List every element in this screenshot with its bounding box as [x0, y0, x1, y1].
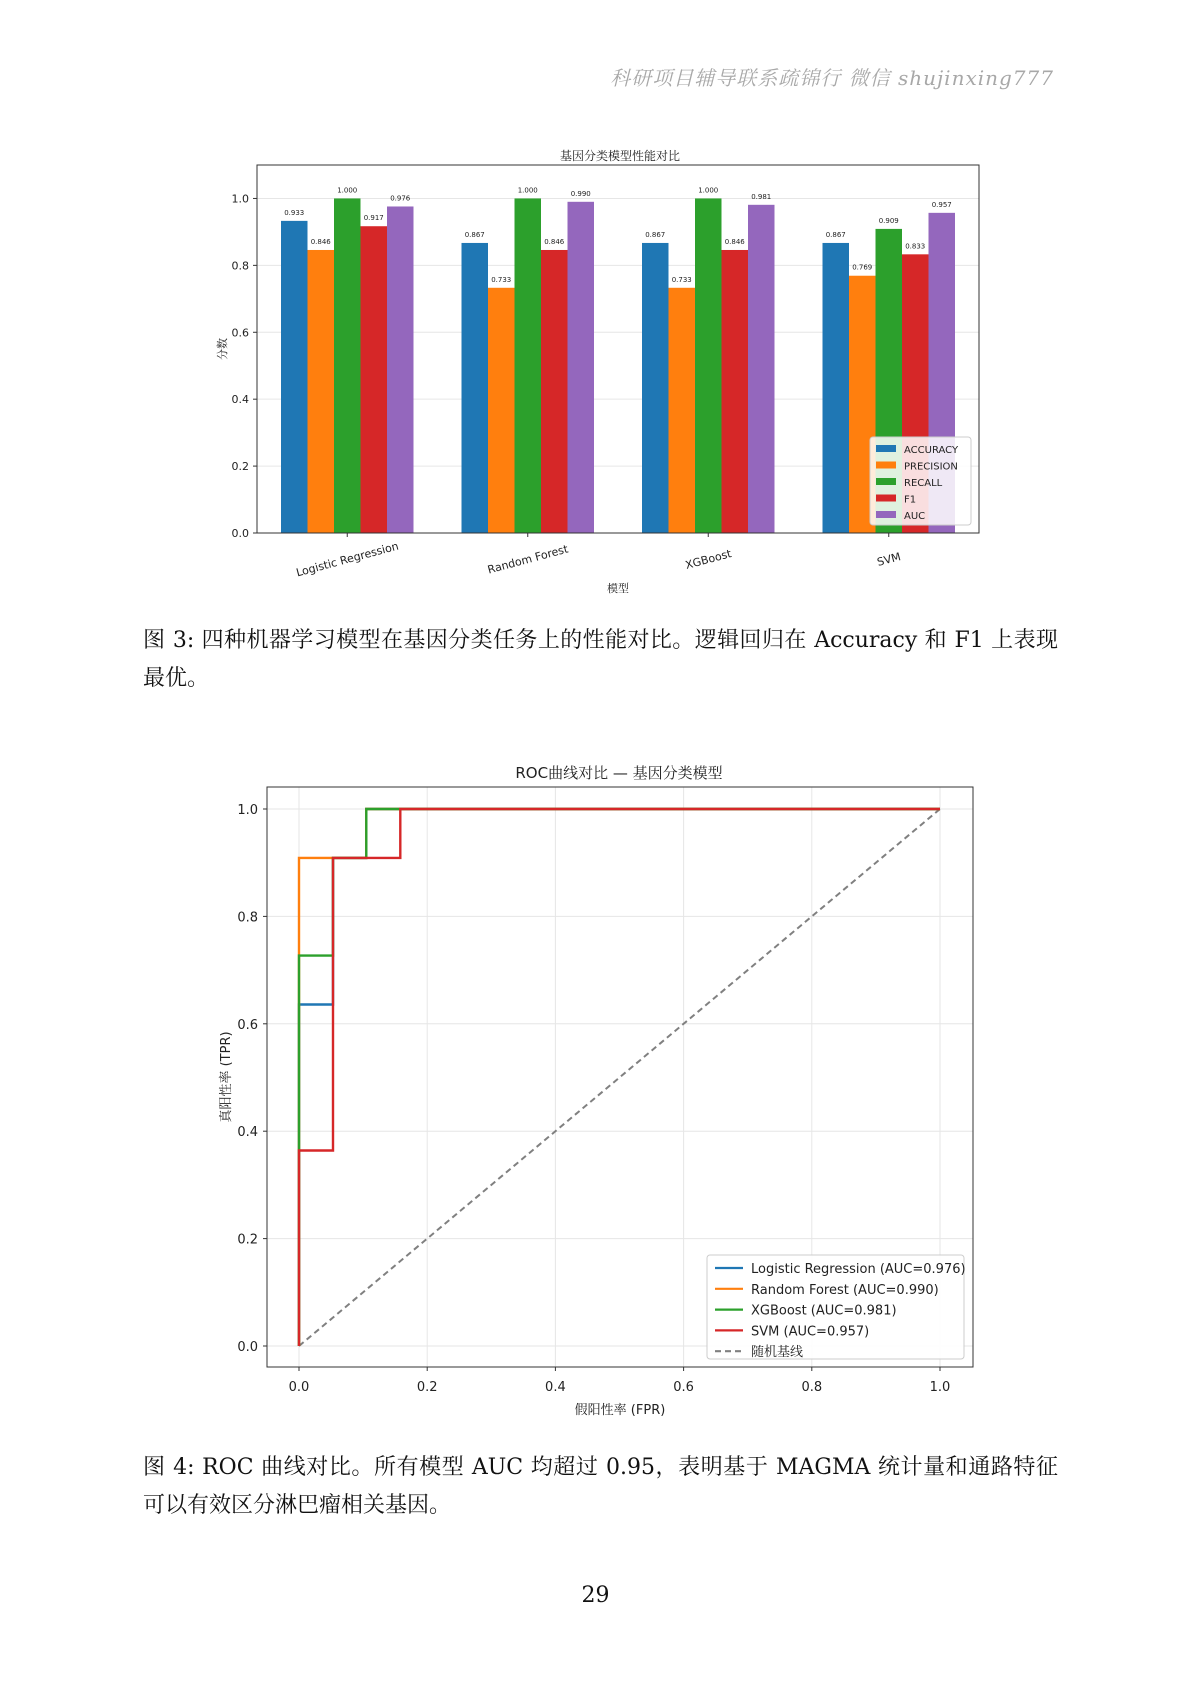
- bar-legend-label: PRECISION: [904, 461, 958, 473]
- bar-recall: [695, 198, 722, 533]
- bar-legend-swatch: [876, 495, 896, 502]
- bar-legend-swatch: [876, 478, 896, 485]
- roc-x-tick-label: 0.2: [416, 1380, 438, 1395]
- bar-data-label: 0.867: [645, 230, 666, 239]
- bar-chart-legend: [870, 437, 971, 525]
- bar-data-label: 1.000: [517, 186, 538, 195]
- bar-chart-y-label: 分数: [216, 338, 229, 360]
- bar-chart-title: 基因分类模型性能对比: [559, 149, 681, 163]
- bar-data-label: 0.867: [464, 230, 485, 239]
- bar-legend-swatch: [876, 462, 896, 469]
- bar-y-tick-label: 0.8: [231, 259, 249, 273]
- bar-y-tick-label: 1.0: [231, 192, 249, 206]
- roc-legend-label: 随机基线: [751, 1345, 804, 1361]
- bar-data-label: 0.846: [310, 237, 331, 246]
- bar-auc: [748, 205, 775, 533]
- bar-f1: [361, 226, 388, 533]
- roc-x-tick-label: 0.0: [288, 1380, 310, 1395]
- roc-y-tick-label: 0.6: [237, 1017, 258, 1033]
- roc-y-tick-label: 0.8: [237, 910, 258, 926]
- figure3-caption: 图 3: 四种机器学习模型在基因分类任务上的性能对比。逻辑回归在 Accuracy 和 F1 上表现最优。: [143, 628, 1058, 691]
- bar-chart-y-ticks: [232, 192, 258, 540]
- bar-y-tick-label: 0.6: [231, 326, 249, 340]
- roc-legend-label: Logistic Regression (AUC=0.976): [751, 1262, 966, 1277]
- bar-data-label: 0.833: [905, 242, 926, 251]
- bar-data-label: 0.846: [544, 237, 565, 246]
- page-number: 29: [581, 1583, 610, 1608]
- bar-accuracy: [281, 221, 308, 533]
- bar-auc: [387, 206, 414, 533]
- bar-f1: [722, 250, 749, 533]
- bar-y-tick-label: 0.0: [231, 527, 249, 540]
- bar-precision: [488, 288, 515, 533]
- bar-data-label: 0.733: [671, 275, 692, 284]
- bar-recall: [515, 198, 542, 533]
- bar-chart-x-label: 模型: [607, 582, 629, 595]
- bar-data-label: 0.957: [931, 200, 952, 209]
- roc-legend-label: SVM (AUC=0.957): [751, 1324, 870, 1340]
- bar-accuracy: [823, 243, 850, 533]
- bar-accuracy: [462, 243, 489, 533]
- roc-y-tick-label: 0.0: [237, 1340, 258, 1355]
- bar-auc: [568, 202, 595, 533]
- roc-chart: [0, 750, 1191, 1430]
- bar-data-label: 0.769: [852, 263, 873, 272]
- roc-chart-x-ticks: [289, 1367, 951, 1395]
- bar-data-label: 0.917: [363, 214, 384, 223]
- bar-data-label: 0.933: [284, 208, 305, 217]
- bar-x-tick-label: Random Forest: [486, 542, 570, 577]
- bar-chart-bars: [281, 198, 955, 533]
- bar-chart-x-ticks: [295, 533, 902, 579]
- bar-data-label: 0.846: [724, 237, 745, 246]
- bar-x-tick-label: SVM: [875, 550, 903, 569]
- bar-f1: [541, 250, 568, 533]
- bar-data-label: 0.733: [491, 275, 512, 284]
- bar-x-tick-label: XGBoost: [683, 547, 733, 572]
- roc-x-tick-label: 0.6: [673, 1380, 694, 1395]
- bar-y-tick-label: 0.4: [231, 393, 249, 407]
- bar-y-tick-label: 0.2: [231, 460, 249, 474]
- bar-legend-label: AUC: [904, 511, 926, 522]
- bar-data-label: 0.990: [570, 189, 591, 198]
- roc-x-tick-label: 1.0: [929, 1380, 951, 1395]
- roc-chart-x-label: 假阳性率 (FPR): [574, 1403, 666, 1418]
- header-watermark: 科研项目辅导联系疏锦行 微信 shujinxing777: [610, 66, 1054, 90]
- bar-data-label: 1.000: [698, 186, 719, 195]
- bar-precision: [669, 288, 696, 533]
- roc-chart-y-ticks: [237, 803, 267, 1355]
- figure4-caption: 图 4: ROC 曲线对比。所有模型 AUC 均超过 0.95，表明基于 MAGMA 统计量和通路特征可以有效区分淋巴瘤相关基因。: [143, 1455, 1058, 1518]
- roc-chart-y-label: 真阳性率 (TPR): [219, 1031, 234, 1123]
- bar-legend-label: RECALL: [904, 478, 943, 489]
- bar-accuracy: [642, 243, 669, 533]
- roc-y-tick-label: 0.2: [237, 1232, 258, 1248]
- roc-chart-legend: [707, 1255, 966, 1360]
- bar-precision: [308, 250, 335, 533]
- roc-chart-title: ROC曲线对比 — 基因分类模型: [515, 764, 723, 782]
- bar-legend-swatch: [876, 445, 896, 452]
- bar-data-label: 0.981: [751, 192, 772, 201]
- roc-y-tick-label: 0.4: [237, 1125, 258, 1141]
- bar-recall: [334, 198, 361, 533]
- roc-legend-label: XGBoost (AUC=0.981): [751, 1303, 897, 1319]
- bar-data-label: 0.909: [878, 216, 899, 225]
- bar-legend-label: ACCURACY: [904, 445, 959, 456]
- bar-legend-swatch: [876, 511, 896, 518]
- bar-chart: [0, 140, 1191, 600]
- bar-data-label: 0.867: [825, 230, 846, 239]
- roc-x-tick-label: 0.4: [545, 1380, 566, 1395]
- bar-x-tick-label: Logistic Regression: [294, 539, 401, 580]
- roc-y-tick-label: 1.0: [237, 803, 258, 818]
- bar-data-label: 1.000: [337, 186, 358, 195]
- bar-data-label: 0.976: [390, 194, 411, 203]
- bar-legend-label: F1: [904, 494, 917, 506]
- roc-legend-label: Random Forest (AUC=0.990): [751, 1282, 939, 1298]
- roc-x-tick-label: 0.8: [801, 1380, 823, 1395]
